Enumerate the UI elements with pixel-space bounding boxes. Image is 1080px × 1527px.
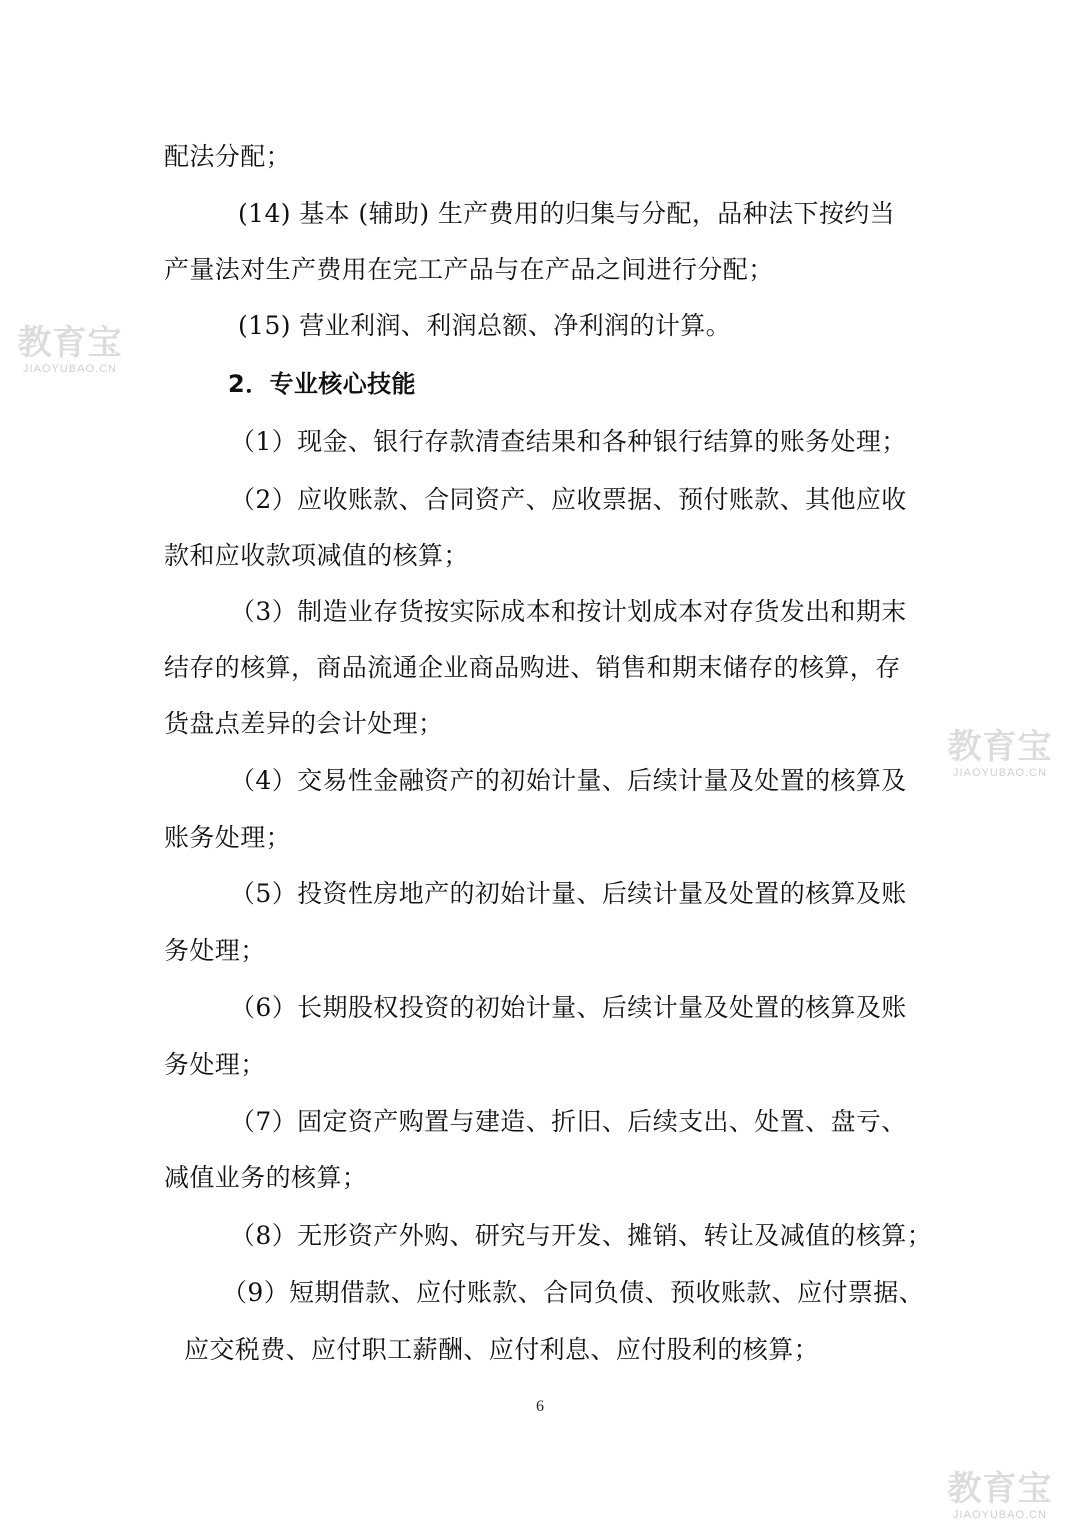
watermark <box>930 1470 1070 1522</box>
text-line: 务处理； <box>164 1050 266 1079</box>
text-line: 账务处理； <box>164 823 292 852</box>
watermark-logo: 教育宝 <box>947 727 1053 767</box>
text-line: (14) 基本 (辅助) 生产费用的归集与分配，品种法下按约当 <box>238 199 896 228</box>
watermark-logo: 教育宝 <box>17 323 123 363</box>
watermark <box>930 728 1070 780</box>
text-line: (15) 营业利润、利润总额、净利润的计算。 <box>238 311 732 340</box>
text-line: （3）制造业存货按实际成本和按计划成本对存货发出和期末 <box>230 597 907 626</box>
text-line: （4）交易性金融资产的初始计量、后续计量及处置的核算及 <box>230 766 907 795</box>
watermark-url: JIAOYUBAO.CN <box>953 1509 1047 1521</box>
watermark-url: JIAOYUBAO.CN <box>23 363 117 375</box>
text-line: （2）应收账款、合同资产、应收票据、预付账款、其他应收 <box>230 485 907 514</box>
watermark <box>0 324 140 376</box>
watermark-url: JIAOYUBAO.CN <box>953 767 1047 779</box>
watermark-logo: 教育宝 <box>947 1469 1053 1509</box>
text-line: （7）固定资产购置与建造、折旧、后续支出、处置、盘亏、 <box>230 1107 907 1136</box>
text-line: 务处理； <box>164 936 266 965</box>
text-line: 款和应收款项减值的核算； <box>164 541 469 570</box>
text-line: 应交税费、应付职工薪酬、应付利息、应付股利的核算； <box>184 1335 820 1364</box>
text-line: （6）长期股权投资的初始计量、后续计量及处置的核算及账 <box>230 993 907 1022</box>
text-line: （5）投资性房地产的初始计量、后续计量及处置的核算及账 <box>230 879 907 908</box>
section-heading: 2．专业核心技能 <box>228 370 416 398</box>
text-line: （9）短期借款、应付账款、合同负债、预收账款、应付票据、 <box>222 1278 925 1307</box>
text-line: 货盘点差异的会计处理； <box>164 709 444 738</box>
text-line: （1）现金、银行存款清查结果和各种银行结算的账务处理； <box>230 427 907 456</box>
text-line: 减值业务的核算； <box>164 1163 368 1192</box>
text-line: 配法分配； <box>164 142 292 171</box>
text-line: （8）无形资产外购、研究与开发、摊销、转让及减值的核算； <box>230 1221 933 1250</box>
text-line: 产量法对生产费用在完工产品与在产品之间进行分配； <box>164 255 774 284</box>
text-line: 结存的核算，商品流通企业商品购进、销售和期末储存的核算，存 <box>164 653 901 682</box>
page-number: 6 <box>536 1398 544 1415</box>
